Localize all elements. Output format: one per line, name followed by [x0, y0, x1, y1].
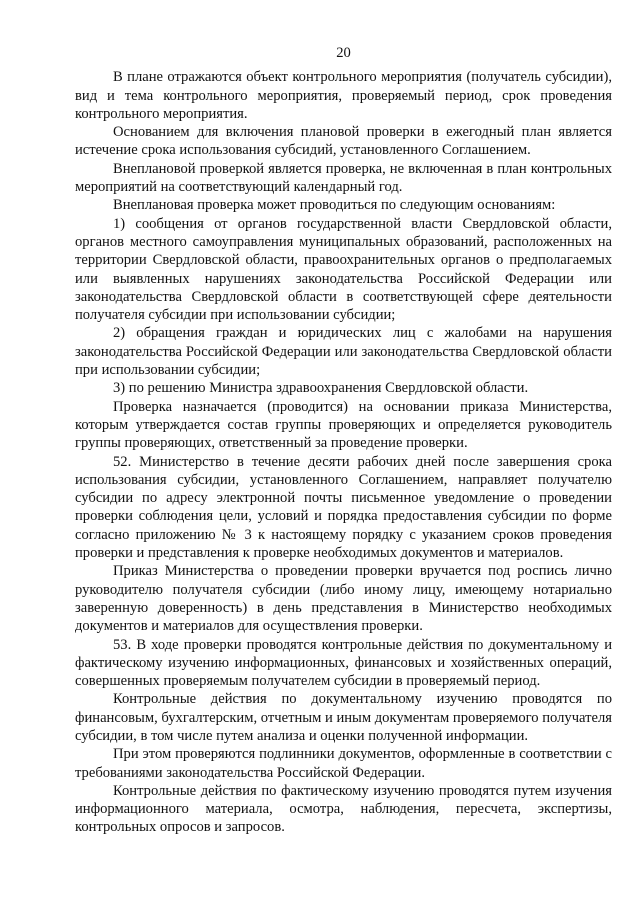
document-page [75, 44, 612, 837]
paragraph: Контрольные действия по документальному изучению проводятся по финансовым, бухгалтерским, отчетным и иным документам проверяемого получателя субсидии, в том числе путем анализа и оценки полученной информации. [75, 691, 612, 744]
list-item: 2) обращения граждан и юридических лиц с жалобами на нарушения законодательства Российской Федерации или законодательства Свердловской области при использовании субсидии; [75, 325, 612, 379]
paragraph: Основанием для включения плановой проверки в ежегодный план является истечение срока использования субсидий, установленного Соглашением. [75, 124, 612, 159]
paragraph: При этом проверяются подлинники документов, оформленные в соответствии с требованиями законодательства Российской Федерации. [75, 746, 612, 781]
paragraph: Внеплановая проверка может проводиться по следующим основаниям: [113, 197, 556, 214]
paragraph: Контрольные действия по фактическому изучению проводятся путем изучения информационного материала, осмотра, наблюдения, пересчета, экспертизы, контрольных опросов и запросов. [75, 782, 612, 836]
list-item: 3) по решению Министра здравоохранения Свердловской области. [113, 380, 529, 397]
list-item: 1) сообщения от органов государственной власти Свердловской области, органов местного самоуправления муниципальных образований, расположенных на территории Свердловской области, правоохранительных органов о предполагаемых или выявленных нарушениях законодательства Российской Федерации или законодательства Свердловской области в соответствующей сфере деятельности получателя субсидии при использовании субсидии; [75, 215, 612, 324]
paragraph: В плане отражаются объект контрольного мероприятия (получатель субсидии), вид и тема контрольного мероприятия, проверяемый период, срок проведения контрольного мероприятия. [75, 69, 612, 122]
paragraph: Приказ Министерства о проведении проверки вручается под роспись лично руководителю получателя субсидии (либо иному лицу, имеющему нотариально заверенную доверенность) в день представления в Министерство необходимых документов и материалов для осуществления проверки. [75, 563, 612, 635]
paragraph: Внеплановой проверкой является проверка, не включенная в план контрольных мероприятий на соответствующий календарный год. [75, 160, 612, 196]
paragraph: Проверка назначается (проводится) на основании приказа Министерства, которым утверждается состав группы проверяющих и определяется руководитель группы проверяющих, ответственный за проведение проверки. [75, 398, 612, 452]
paragraph: 53. В ходе проверки проводятся контрольные действия по документальному и фактическому изучению информационных, финансовых и хозяйственных операций, совершенных проверяемым получателем субсидии в проверяемый период. [75, 636, 612, 690]
page-number: 20 [336, 45, 351, 61]
paragraph: 52. Министерство в течение десяти рабочих дней после завершения срока использования субсидии, установленного Соглашением, направляет получателю субсидии по адресу электронной почты письменное уведомление о проведении проверки соблюдения цели, условий и порядка предоставления субсидии по форме согласно приложению № 3 к настоящему порядку с указанием сроков проведения проверки и представления к проверке необходимых документов и материалов. [75, 453, 612, 562]
